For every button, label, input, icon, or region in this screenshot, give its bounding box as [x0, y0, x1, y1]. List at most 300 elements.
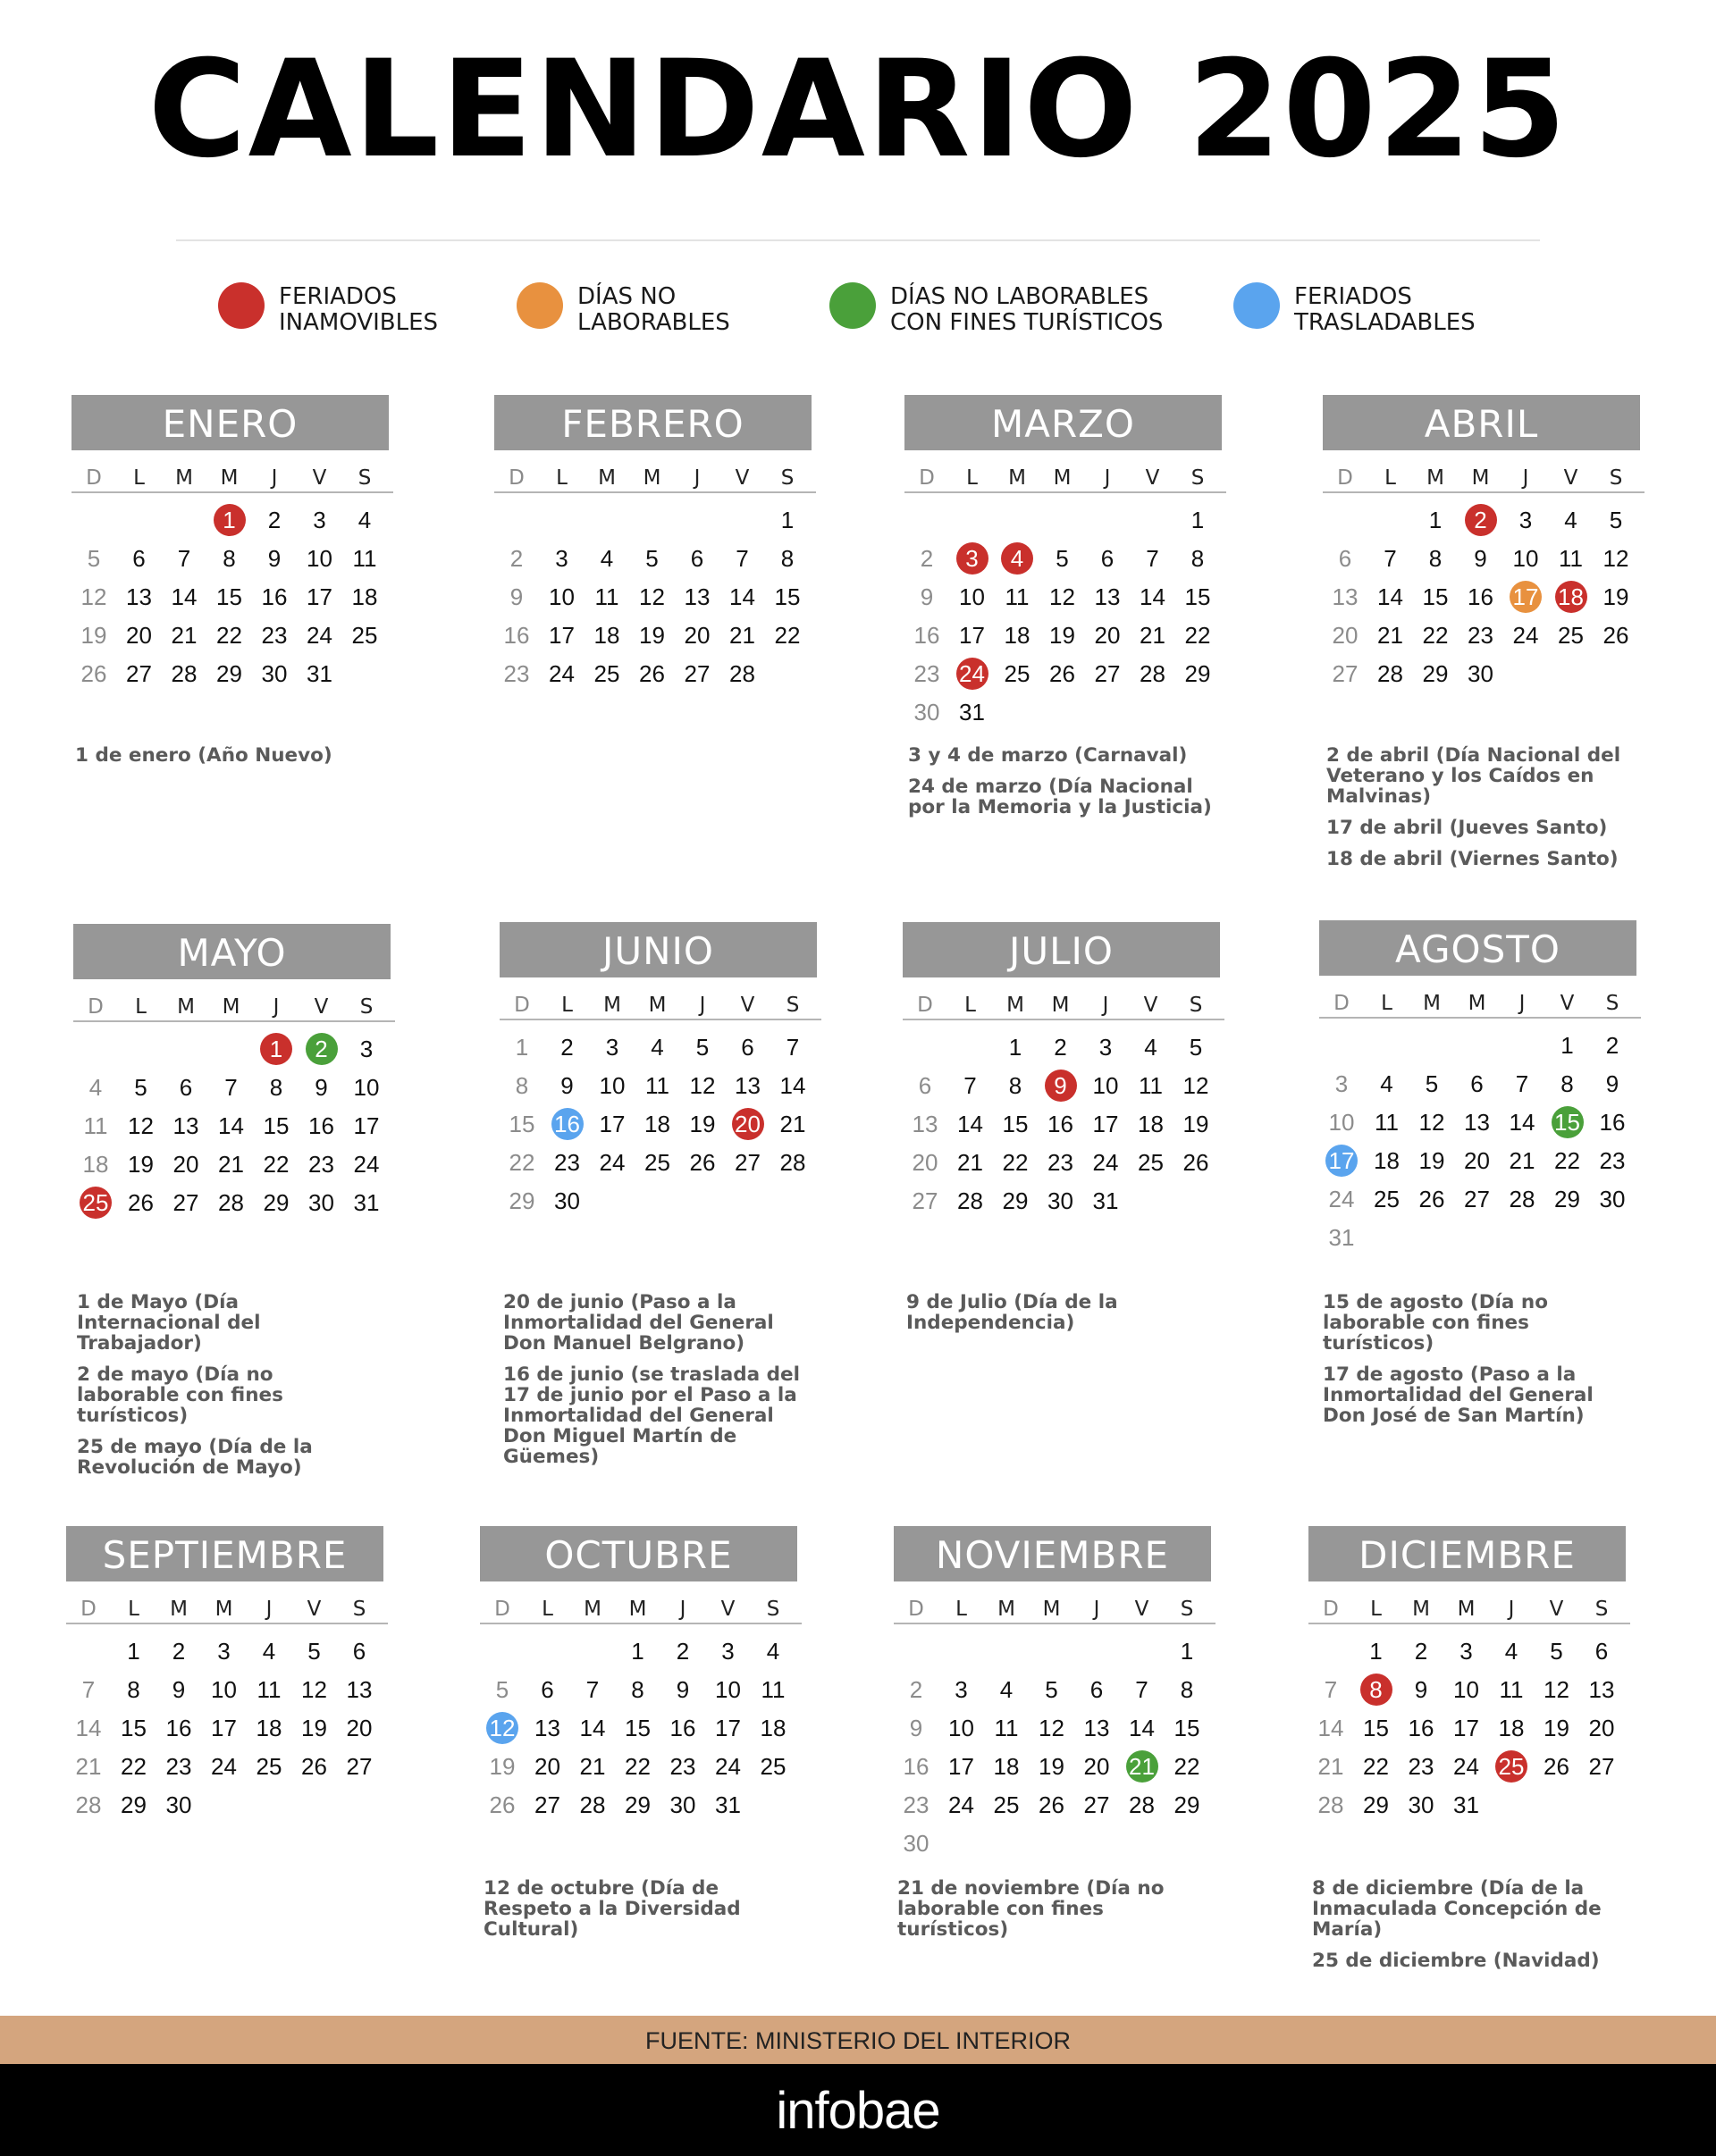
calendar-day: 10	[549, 583, 575, 610]
holiday-note: 3 y 4 de marzo (Carnaval)	[908, 744, 1188, 767]
calendar-day: 21	[75, 1753, 102, 1780]
page-title: CALENDARIO 2025	[147, 32, 1569, 188]
calendar-day: 24	[1092, 1149, 1119, 1176]
weekday-label: J	[271, 466, 278, 490]
calendar-day: 20	[1464, 1147, 1490, 1174]
calendar-day: 11	[257, 1676, 282, 1703]
calendar-day: 5	[307, 1638, 321, 1665]
weekday-label: M	[1457, 1598, 1476, 1621]
weekday-label: V	[1560, 992, 1575, 1015]
calendar-day: 9	[315, 1074, 328, 1101]
weekday-label: M	[1006, 994, 1024, 1017]
calendar-day: 7	[81, 1676, 96, 1703]
calendar-day: 6	[918, 1072, 932, 1099]
holiday-note: 24 de marzo (Día Nacional por la Memoria y la Justicia)	[908, 776, 1212, 818]
weekday-label: M	[1412, 1598, 1430, 1621]
calendar-day: 2	[920, 545, 934, 572]
calendar-day: 11	[1005, 583, 1030, 610]
calendar-day: 20	[126, 622, 152, 649]
calendar-day: 6	[1470, 1070, 1484, 1097]
calendar-day: 13	[1588, 1676, 1615, 1703]
holiday-note: 21 de noviembre (Día no laborable con fines turísticos)	[897, 1877, 1165, 1941]
weekday-label: V	[314, 995, 329, 1019]
calendar-day: 6	[352, 1638, 366, 1665]
month-header: DICIEMBRE	[1308, 1526, 1626, 1581]
holiday-note: 20 de junio (Paso a la Inmortalidad del General Don Manuel Belgrano)	[503, 1291, 774, 1355]
calendar-day: 31	[1328, 1224, 1355, 1251]
calendar-day: 30	[903, 1830, 930, 1857]
calendar-day: 22	[1363, 1753, 1389, 1780]
calendar-day: 30	[913, 699, 940, 726]
calendar-day: 9	[676, 1676, 690, 1703]
weekday-label: V	[307, 1598, 322, 1621]
calendar-day: 16	[1468, 583, 1493, 610]
calendar-day: 19	[301, 1715, 327, 1741]
calendar-day: 27	[1083, 1791, 1110, 1818]
calendar-day: 27	[172, 1189, 199, 1216]
calendar-day: 13	[1094, 583, 1121, 610]
calendar-day: 13	[912, 1111, 938, 1137]
calendar-day: 20	[1083, 1753, 1110, 1780]
calendar-day: 25	[1374, 1186, 1400, 1212]
weekday-label: J	[699, 994, 706, 1017]
calendar-day: 12	[80, 583, 107, 610]
calendar-day: 18	[1004, 622, 1030, 649]
weekday-label: J	[1518, 992, 1526, 1015]
holiday-day: 4	[999, 542, 1035, 575]
calendar-day: 29	[216, 660, 242, 687]
calendar-day: 5	[1056, 545, 1069, 572]
weekday-label: L	[955, 1598, 967, 1621]
calendar-day: 7	[963, 1072, 977, 1099]
calendar-day: 21	[1140, 622, 1165, 649]
holiday-note: 1 de Mayo (Día Internacional del Trabajador)	[77, 1291, 261, 1355]
calendar-day: 29	[121, 1791, 147, 1818]
weekday-label: V	[735, 466, 750, 490]
calendar-day: 23	[903, 1791, 930, 1818]
calendar-day: 27	[1094, 660, 1121, 687]
calendar-day: 16	[1599, 1109, 1626, 1136]
calendar-day: 5	[1189, 1034, 1203, 1061]
calendar-day: 19	[1602, 583, 1629, 610]
calendar-day: 16	[1408, 1715, 1434, 1741]
calendar-day: 20	[346, 1715, 373, 1741]
calendar-day: 10	[1453, 1676, 1479, 1703]
calendar-day: 15	[263, 1112, 290, 1139]
calendar-day: 17	[959, 622, 985, 649]
calendar-day: 3	[1334, 1070, 1349, 1097]
holiday-notes	[908, 745, 1212, 828]
calendar-day: 29	[625, 1791, 651, 1818]
weekday-label: S	[1594, 1598, 1609, 1621]
calendar-day: 15	[774, 583, 801, 610]
calendar-day: 19	[1544, 1715, 1569, 1741]
calendar-day: 9	[1474, 545, 1487, 572]
calendar-day: 23	[503, 660, 530, 687]
calendar-day: 6	[690, 545, 704, 572]
calendar-day: 4	[358, 507, 372, 533]
legend-label: DÍAS NO LABORABLES CON FINES TURÍSTICOS	[890, 283, 1164, 336]
calendar-day: 21	[1509, 1147, 1535, 1174]
calendar-day: 20	[172, 1151, 199, 1178]
calendar-day: 8	[1008, 1072, 1022, 1099]
month-header: SEPTIEMBRE	[66, 1526, 383, 1581]
calendar-day: 12	[689, 1072, 716, 1099]
weekday-label: D	[86, 466, 102, 490]
calendar-day: 5	[1045, 1676, 1058, 1703]
weekday-label: D	[514, 994, 530, 1017]
calendar-day: 16	[261, 583, 288, 610]
calendar-day: 23	[308, 1151, 334, 1178]
calendar-day: 15	[216, 583, 242, 610]
calendar-day: 24	[1328, 1186, 1355, 1212]
calendar-day: 25	[593, 660, 620, 687]
calendar-day: 2	[676, 1638, 690, 1665]
calendar-day: 30	[1408, 1791, 1434, 1818]
calendar-day: 17	[1453, 1715, 1479, 1741]
weekday-label: L	[964, 994, 976, 1017]
calendar-day: 20	[684, 622, 711, 649]
calendar-day: 1	[515, 1034, 529, 1061]
calendar-day: 11	[352, 545, 377, 572]
calendar-day: 12	[1418, 1109, 1445, 1136]
calendar-day: 9	[909, 1715, 923, 1741]
calendar-day: 19	[1039, 1753, 1064, 1780]
calendar-day: 23	[669, 1753, 696, 1780]
calendar-day: 22	[1422, 622, 1449, 649]
calendar-day: 19	[1049, 622, 1075, 649]
calendar-day: 26	[1418, 1186, 1445, 1212]
weekday-label: D	[494, 1598, 510, 1621]
weekday-label: L	[133, 466, 145, 490]
calendar-day: 2	[1414, 1638, 1428, 1665]
calendar-day: 3	[217, 1638, 231, 1665]
holiday-note: 1 de enero (Año Nuevo)	[75, 744, 332, 767]
month-header: ABRIL	[1323, 395, 1640, 450]
calendar-day: 14	[75, 1715, 102, 1741]
weekday-label: S	[786, 994, 800, 1017]
calendar-day: 1	[1190, 507, 1205, 533]
calendar-day: 25	[1004, 660, 1030, 687]
weekday-label: M	[584, 1598, 601, 1621]
weekday-label: M	[220, 466, 239, 490]
weekday-header-row	[73, 995, 395, 1022]
holiday-day: 8	[1358, 1674, 1394, 1706]
calendar-day: 4	[999, 1676, 1014, 1703]
weekday-label: V	[1134, 1598, 1149, 1621]
calendar-day: 24	[353, 1151, 380, 1178]
calendar-day: 11	[594, 583, 619, 610]
calendar-day: 22	[1184, 622, 1211, 649]
month-header: OCTUBRE	[480, 1526, 797, 1581]
weekday-label: L	[966, 466, 978, 490]
calendar-day: 1	[631, 1638, 644, 1665]
calendar-day: 4	[1564, 507, 1577, 533]
weekday-label: S	[359, 995, 374, 1019]
calendar-day: 15	[1184, 583, 1211, 610]
calendar-day: 4	[1380, 1070, 1393, 1097]
calendar-day: 1	[1560, 1032, 1574, 1059]
calendar-day: 30	[1599, 1186, 1626, 1212]
calendar-day: 26	[1049, 660, 1075, 687]
calendar-day: 18	[644, 1111, 670, 1137]
calendar-day: 3	[1459, 1638, 1473, 1665]
calendar-day: 22	[509, 1149, 535, 1176]
calendar-day: 4	[88, 1074, 103, 1101]
calendar-day: 14	[957, 1111, 983, 1137]
weekday-header-row	[904, 466, 1226, 493]
weekday-label: L	[1370, 1598, 1382, 1621]
calendar-day: 19	[128, 1151, 154, 1178]
calendar-day: 7	[1384, 545, 1397, 572]
calendar-day: 22	[121, 1753, 147, 1780]
calendar-day: 29	[509, 1187, 535, 1214]
holiday-notes	[1326, 745, 1630, 880]
calendar-day: 3	[555, 545, 568, 572]
calendar-day: 28	[171, 660, 198, 687]
calendar-day: 16	[503, 622, 530, 649]
weekday-label: S	[780, 466, 795, 490]
calendar-day: 18	[1498, 1715, 1525, 1741]
calendar-day: 13	[1083, 1715, 1110, 1741]
orange-dot-icon	[517, 282, 563, 329]
holiday-note: 8 de diciembre (Día de la Inmaculada Concepción de María)	[1312, 1877, 1602, 1941]
calendar-day: 9	[560, 1072, 574, 1099]
weekday-label: D	[88, 995, 104, 1019]
weekday-header-row	[903, 994, 1224, 1020]
weekday-header-row	[1319, 992, 1641, 1019]
calendar-day: 12	[1544, 1676, 1569, 1703]
calendar-day: 13	[1332, 583, 1358, 610]
holiday-day: 24	[955, 658, 990, 690]
calendar-day: 24	[599, 1149, 626, 1176]
holiday-notes	[484, 1878, 787, 1950]
weekday-label: D	[917, 994, 933, 1017]
calendar-day: 3	[605, 1034, 619, 1061]
calendar-day: 3	[955, 1676, 968, 1703]
calendar-day: 1	[1369, 1638, 1383, 1665]
source-footer: FUENTE: MINISTERIO DEL INTERIOR	[0, 2016, 1716, 2064]
calendar-day: 2	[909, 1676, 923, 1703]
calendar-day: 17	[715, 1715, 741, 1741]
calendar-day: 14	[1317, 1715, 1344, 1741]
calendar-day: 15	[625, 1715, 651, 1741]
calendar-day: 3	[721, 1638, 735, 1665]
calendar-day: 8	[1560, 1070, 1574, 1097]
calendar-day: 21	[779, 1111, 806, 1137]
calendar-day: 8	[631, 1676, 644, 1703]
weekday-header-row	[1323, 466, 1644, 493]
calendar-day: 8	[223, 545, 236, 572]
calendar-day: 5	[87, 545, 101, 572]
calendar-day: 11	[1139, 1072, 1163, 1099]
weekday-label: M	[1051, 994, 1070, 1017]
calendar-day: 14	[1129, 1715, 1155, 1741]
calendar-day: 23	[1599, 1147, 1626, 1174]
calendar-day: 1	[1428, 507, 1443, 533]
weekday-label: M	[598, 466, 616, 490]
calendar-day: 9	[1414, 1676, 1428, 1703]
calendar-day: 19	[80, 622, 107, 649]
calendar-day: 3	[359, 1036, 374, 1062]
weekday-label: M	[170, 1598, 188, 1621]
calendar-day: 12	[301, 1676, 327, 1703]
calendar-day: 16	[903, 1753, 930, 1780]
calendar-day: 18	[1374, 1147, 1400, 1174]
holiday-note: 16 de junio (se traslada del 17 de junio por el Paso a la Inmortalidad del General Don Miguel Martín de Güemes)	[503, 1363, 800, 1468]
calendar-day: 20	[912, 1149, 938, 1176]
calendar-day: 28	[579, 1791, 606, 1818]
holiday-day: 18	[1553, 581, 1589, 613]
calendar-day: 17	[948, 1753, 974, 1780]
divider	[176, 239, 1540, 241]
legend-label: FERIADOS INAMOVIBLES	[279, 283, 439, 336]
weekday-label: J	[1522, 466, 1529, 490]
calendar-day: 10	[1092, 1072, 1119, 1099]
calendar-day: 26	[1544, 1753, 1569, 1780]
calendar-day: 25	[760, 1753, 786, 1780]
calendar-day: 23	[261, 622, 288, 649]
calendar-day: 23	[554, 1149, 580, 1176]
month-header: JUNIO	[500, 922, 817, 977]
calendar-day: 6	[1100, 545, 1115, 572]
legend-label: FERIADOS TRASLADABLES	[1294, 283, 1476, 336]
calendar-day: 21	[1317, 1753, 1344, 1780]
calendar-day: 28	[1509, 1186, 1535, 1212]
calendar-day: 29	[1173, 1791, 1200, 1818]
calendar-day: 19	[1182, 1111, 1209, 1137]
weekday-label: M	[628, 1598, 647, 1621]
weekday-label: L	[561, 994, 573, 1017]
calendar-day: 22	[1173, 1753, 1200, 1780]
calendar-day: 16	[1047, 1111, 1073, 1137]
calendar-day: 5	[1425, 1070, 1439, 1097]
holiday-notes	[1323, 1292, 1627, 1437]
calendar-day: 31	[307, 660, 332, 687]
weekday-label: V	[1143, 994, 1158, 1017]
calendar-day: 8	[1190, 545, 1205, 572]
calendar-day: 8	[1428, 545, 1443, 572]
calendar-day: 29	[1184, 660, 1211, 687]
calendar-day: 3	[1518, 507, 1533, 533]
month-header: NOVIEMBRE	[894, 1526, 1211, 1581]
weekday-label: D	[1333, 992, 1350, 1015]
calendar-day: 8	[269, 1074, 283, 1101]
calendar-day: 12	[1602, 545, 1629, 572]
calendar-day: 31	[715, 1791, 741, 1818]
calendar-day: 14	[779, 1072, 806, 1099]
calendar-day: 10	[211, 1676, 237, 1703]
calendar-day: 2	[509, 545, 524, 572]
calendar-day: 5	[1609, 507, 1623, 533]
calendar-day: 15	[1422, 583, 1449, 610]
weekday-header-row	[894, 1598, 1216, 1624]
calendar-day: 3	[1098, 1034, 1113, 1061]
calendar-day: 13	[172, 1112, 199, 1139]
calendar-day: 7	[1146, 545, 1159, 572]
holiday-day: 1	[258, 1033, 294, 1065]
calendar-day: 27	[1464, 1186, 1490, 1212]
calendar-day: 9	[267, 545, 282, 572]
calendar-day: 13	[1464, 1109, 1490, 1136]
calendar-day: 10	[1512, 545, 1539, 572]
calendar-day: 26	[301, 1753, 327, 1780]
calendar-day: 19	[489, 1753, 516, 1780]
calendar-day: 8	[515, 1072, 529, 1099]
legend-label: DÍAS NO LABORABLES	[577, 283, 730, 336]
calendar-day: 17	[1092, 1111, 1119, 1137]
weekday-label: M	[222, 995, 240, 1019]
calendar-day: 28	[957, 1187, 983, 1214]
calendar-day: 15	[121, 1715, 147, 1741]
weekday-header-row	[72, 466, 393, 493]
calendar-day: 11	[994, 1715, 1019, 1741]
calendar-day: 22	[263, 1151, 290, 1178]
month-header: MAYO	[73, 924, 391, 979]
calendar-day: 26	[639, 660, 665, 687]
calendar-day: 2	[1054, 1034, 1067, 1061]
calendar-day: 30	[308, 1189, 334, 1216]
calendar-day: 2	[172, 1638, 186, 1665]
calendar-day: 12	[1049, 583, 1075, 610]
calendar-day: 26	[1602, 622, 1629, 649]
calendar-day: 9	[920, 583, 934, 610]
holiday-day: 16	[550, 1108, 585, 1140]
calendar-day: 6	[132, 545, 146, 572]
holiday-notes	[906, 1292, 1210, 1344]
calendar-day: 23	[165, 1753, 192, 1780]
calendar-day: 25	[1138, 1149, 1164, 1176]
calendar-day: 6	[1089, 1676, 1104, 1703]
calendar-day: 21	[957, 1149, 983, 1176]
holiday-day: 2	[1463, 504, 1499, 536]
weekday-label: J	[1102, 994, 1109, 1017]
holiday-day: 3	[955, 542, 990, 575]
holiday-note: 17 de abril (Jueves Santo)	[1326, 817, 1608, 839]
weekday-label: S	[1180, 1598, 1194, 1621]
calendar-day: 6	[1338, 545, 1352, 572]
holiday-note: 18 de abril (Viernes Santo)	[1326, 848, 1619, 870]
weekday-label: M	[177, 995, 195, 1019]
calendar-day: 27	[1332, 660, 1358, 687]
calendar-day: 19	[639, 622, 665, 649]
calendar-day: 30	[669, 1791, 696, 1818]
holiday-note: 25 de mayo (Día de la Revolución de Mayo)	[77, 1436, 313, 1479]
calendar-day: 1	[1180, 1638, 1194, 1665]
calendar-day: 1	[780, 507, 795, 533]
calendar-day: 7	[736, 545, 749, 572]
weekday-label: D	[80, 1598, 97, 1621]
calendar-day: 19	[1418, 1147, 1445, 1174]
calendar-day: 18	[993, 1753, 1020, 1780]
calendar-day: 29	[263, 1189, 290, 1216]
weekday-label: J	[1104, 466, 1111, 490]
calendar-day: 15	[1173, 1715, 1200, 1741]
weekday-label: M	[603, 994, 621, 1017]
month-header: JULIO	[903, 922, 1220, 977]
weekday-label: M	[1468, 992, 1486, 1015]
calendar-day: 7	[177, 545, 191, 572]
calendar-day: 22	[625, 1753, 651, 1780]
holiday-day: 17	[1508, 581, 1544, 613]
weekday-label: M	[1008, 466, 1026, 490]
calendar-day: 29	[1363, 1791, 1389, 1818]
weekday-label: M	[1053, 466, 1072, 490]
calendar-day: 14	[579, 1715, 606, 1741]
holiday-day: 2	[304, 1033, 340, 1065]
holiday-day: 20	[730, 1108, 766, 1140]
calendar-day: 12	[639, 583, 665, 610]
